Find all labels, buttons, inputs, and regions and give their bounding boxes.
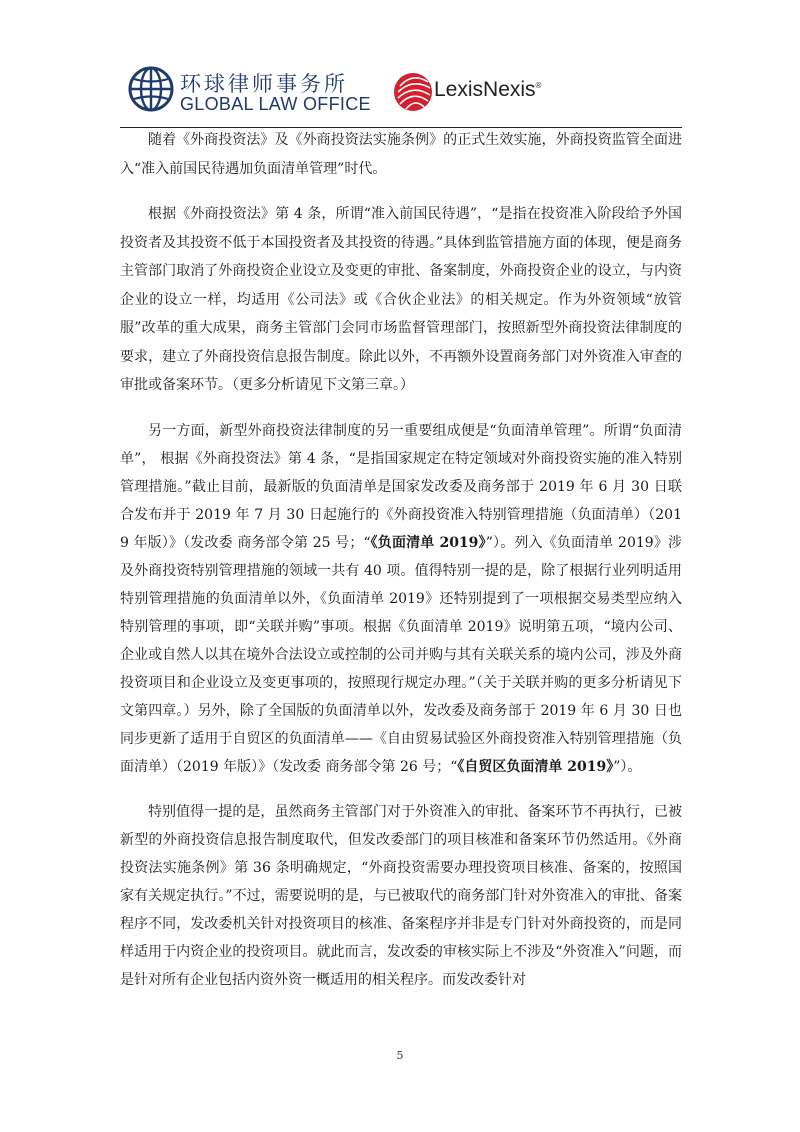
document-header: [128, 62, 548, 122]
bold-term-ftz-negative-list: 《自贸区负面清单 2019》: [457, 758, 614, 775]
lexisnexis-logo-icon: [390, 68, 436, 114]
page-number: 5: [396, 1049, 404, 1062]
paragraph-1: 随着《外商投资法》及《外商投资法实施条例》的正式生效实施，外商投资监管全面进入“准入前国民待遇加负面清单管理”时代。: [120, 132, 682, 177]
bold-term-negative-list: 《负面清单 2019》: [370, 534, 486, 551]
paragraph-3: 另一方面，新型外商投资法律制度的另一重要组成便是“负面清单管理”。所谓“负面清单”， 根据《外商投资法》第 4 条，“是指国家规定在特定领域对外商投资实施的准入特别管理措施。”截止目前，最新版的负面清单是国家发改委及商务部于 2019 年 6 月 30 日联合发布并于 2019 年 7 月 30 日起施行的《外商投资准入特别管理措施（负面清单）（2019 年版）》（发改委 商务部令第 25 号；“《负面清单 2019》”）。列入《负面清单 2019》涉及外商投资特别管理措施的领域一共有 40 项。值得特别一提的是，除了根据行业列明适用特别管理措施的负面清单以外，《负面清单 2019》还特别提到了一项根据交易类型应纳入特别管理的事项，即“关联并购”事项。根据《负面清单 2019》说明第五项，“境内公司、企业或自然人以其在境外合法设立或控制的公司并购与其有关联关系的境内公司，涉及外商投资项目和企业设立及变更事项的，按照现行规定办理。”（关于关联并购的更多分析请见下文第四章。）另外，除了全国版的负面清单以外，发改委及商务部于 2019 年 6 月 30 日也同步更新了适用于自贸区的负面清单——《自由贸易试验区外商投资准入特别管理措施（负面清单）（2019 年版）》（发改委 商务部令第 26 号；“《自贸区负面清单 2019》”）。: [120, 422, 682, 775]
firm-name-en: GLOBAL LAW OFFICE: [180, 94, 371, 114]
paragraph-4: 特别值得一提的是，虽然商务主管部门对于外资准入的审批、备案环节不再执行，已被新型的外商投资信息报告制度取代，但发改委部门的项目核准和备案环节仍然适用。《外商投资法实施条例》第 36 条明确规定，“外商投资需要办理投资项目核准、备案的，按照国家有关规定执行。”不过，需要说明的是，与已被取代的商务部门针对外资准入的审批、备案程序不同，发改委机关针对投资项目的核准、备案程序并非是专门针对外商投资的，而是同样适用于内资企业的投资项目。就此而言，发改委的审核实际上不涉及“外资准入”问题，而是针对所有企业包括内资外资一概适用的相关程序。而发改委针对: [120, 803, 682, 988]
document-body: [120, 126, 682, 1011]
firm-name-cn: 环球律师事务所: [180, 72, 348, 96]
paragraph-2: 根据《外商投资法》第 4 条，所谓“准入前国民待遇”，“是指在投资准入阶段给予外国投资者及其投资不低于本国投资者及其投资的待遇。”具体到监管措施方面的体现，便是商务主管部门取消了外商投资企业设立及变更的审批、备案制度，外商投资企业的设立，与内资企业的设立一样，均适用《公司法》或《合伙企业法》的相关规定。作为外资领域“放管服”改革的重大成果，商务主管部门会同市场监督管理部门，按照新型外商投资法律制度的要求，建立了外商投资信息报告制度。除此以外，不再额外设置商务部门对外资准入审查的审批或备案环节。（更多分析请见下文第三章。）: [120, 206, 682, 393]
partner-name: LexisNexis®: [434, 78, 542, 101]
registered-mark: ®: [535, 81, 542, 90]
globe-icon: [128, 66, 174, 112]
